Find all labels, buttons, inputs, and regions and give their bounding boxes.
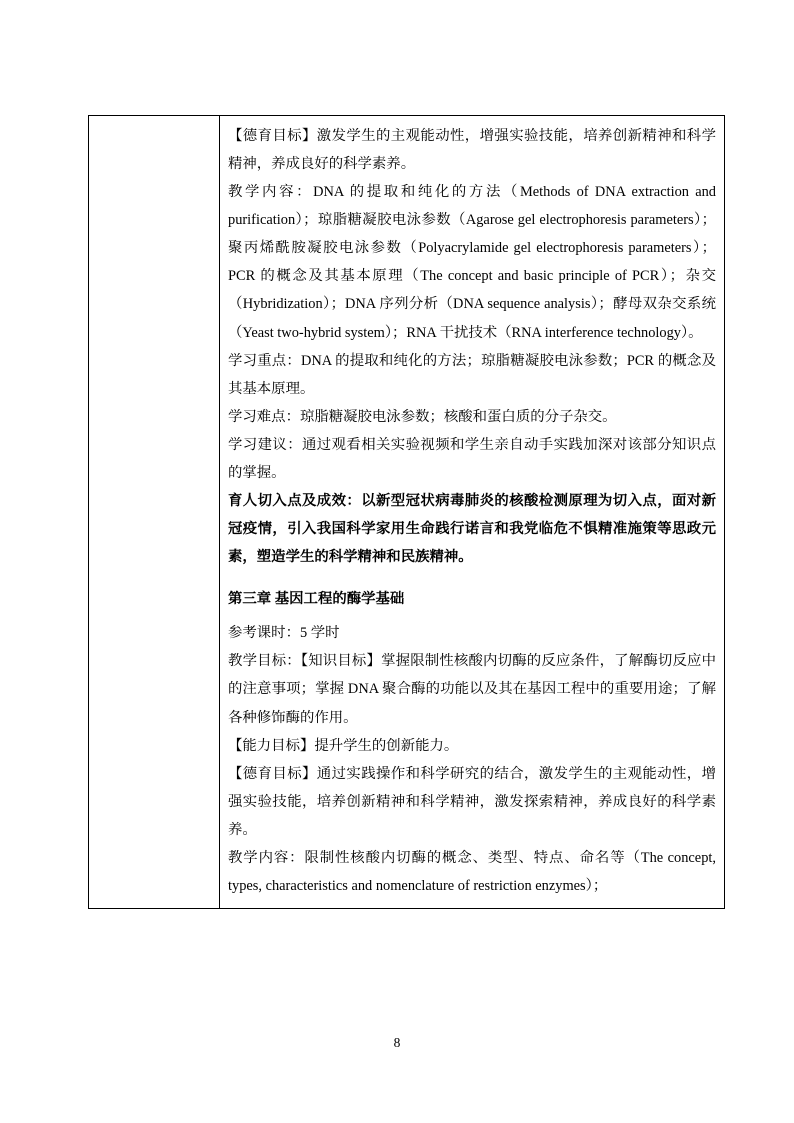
paragraph-moral-objective-1: 【德育目标】激发学生的主观能动性，增强实验技能，培养创新精神和科学精神，养成良好的科学素养。 — [228, 128, 716, 173]
paragraph-learning-suggestion: 学习建议：通过观看相关实验视频和学生亲自动手实践加深对该部分知识点的掌握。 — [228, 436, 716, 481]
paragraph-reference-hours: 参考课时：5 学时 — [228, 625, 340, 642]
paragraph-moral-objective-2: 【德育目标】通过实践操作和科学研究的结合，激发学生的主观能动性，增强实验技能，培养创新精神和科学精神，激发探索精神，养成良好的科学素养。 — [228, 765, 716, 838]
chapter-heading: 第三章 基因工程的酶学基础 — [228, 591, 405, 608]
paragraph-learning-focus: 学习重点：DNA 的提取和纯化的方法；琼脂糖凝胶电泳参数；PCR 的概念及其基本原理。 — [228, 352, 716, 397]
content-body — [228, 122, 716, 900]
table-row — [89, 116, 725, 909]
page-number: 8 — [393, 1035, 401, 1050]
paragraph-ability-objective: 【能力目标】提升学生的创新能力。 — [228, 737, 459, 754]
paragraph-teaching-goal-knowledge: 教学目标：【知识目标】掌握限制性核酸内切酶的反应条件，了解酶切反应中的注意事项；掌握 DNA 聚合酶的功能以及其在基因工程中的重要用途；了解各种修饰酶的作用。 — [228, 653, 716, 726]
paragraph-learning-difficulty: 学习难点：琼脂糖凝胶电泳参数；核酸和蛋白质的分子杂交。 — [228, 408, 617, 425]
paragraph-teaching-content-1: 教学内容：DNA 的提取和纯化的方法（Methods of DNA extraction and purification）；琼脂糖凝胶电泳参数（Agarose gel electrophoresis parameters）；聚丙烯酰胺凝胶电泳参数（Polyacrylamide gel electrophoresis parameters）；PCR 的概念及其基本原理（The concept and basic principle of PCR）；杂交（Hybridization）；DNA 序列分析（DNA sequence analysis）；酵母双杂交系统（Yeast two-hybrid system）；RNA 干扰技术（RNA interference technology）。 — [228, 184, 716, 341]
paragraph-teaching-content-2: 教学内容：限制性核酸内切酶的概念、类型、特点、命名等（The concept, types, characteristics and nomenclature of restriction enzymes）； — [228, 849, 716, 895]
table-cell-content — [220, 116, 725, 909]
paragraph-education-entry-point: 育人切入点及成效：以新型冠状病毒肺炎的核酸检测原理为切入点，面对新冠疫情，引入我国科学家用生命践行诺言和我党临危不惧精准施策等思政元素，塑造学生的科学精神和民族精神。 — [228, 493, 716, 566]
syllabus-table — [88, 115, 725, 909]
table-cell-left — [89, 116, 220, 909]
